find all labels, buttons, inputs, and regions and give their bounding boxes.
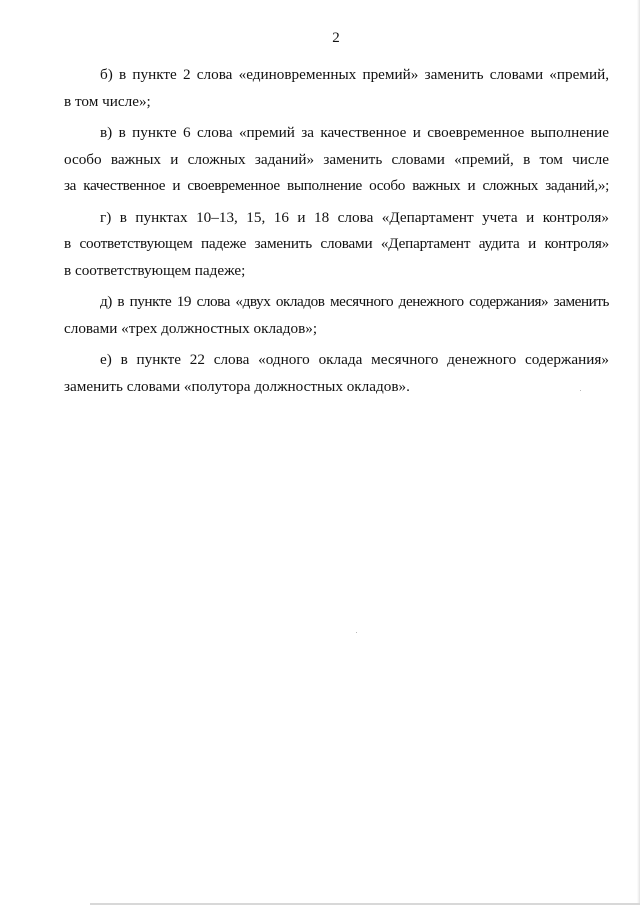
scan-speck xyxy=(580,390,581,391)
paragraph-e-line-1: е) в пункте 22 слова «одного оклада месячного денежного содержания» xyxy=(100,351,609,368)
paragraph-e-line-2: заменить словами «полутора должностных окладов». xyxy=(64,377,410,395)
page-number: 2 xyxy=(332,30,340,46)
paragraph-b xyxy=(64,62,609,115)
paragraph-v-line-3: за качественное и своевременное выполнение особо важных и сложных заданий,»; xyxy=(64,177,609,194)
paragraph-g xyxy=(64,205,609,285)
document-body xyxy=(64,62,609,400)
scan-speck xyxy=(356,632,357,633)
paragraph-b-line-2: в том числе»; xyxy=(64,92,151,110)
paragraph-e xyxy=(64,347,609,400)
paragraph-d xyxy=(64,289,609,342)
paragraph-v xyxy=(64,120,609,200)
paragraph-g-line-3: в соответствующем падеже; xyxy=(64,261,246,279)
paragraph-v-line-1: в) в пункте 6 слова «премий за качественное и своевременное выполнение xyxy=(100,124,609,141)
paragraph-g-line-1: г) в пунктах 10–13, 15, 16 и 18 слова «Департамент учета и контроля» xyxy=(100,208,609,226)
paragraph-d-line-1: д) в пункте 19 слова «двух окладов месячного денежного содержания» заменить xyxy=(100,293,609,310)
paragraph-g-line-2: в соответствующем падеже заменить словами «Департамент аудита и контроля» xyxy=(64,235,609,252)
paragraph-d-line-2: словами «трех должностных окладов»; xyxy=(64,319,318,337)
paragraph-v-line-2: особо важных и сложных заданий» заменить словами «премий, в том числе xyxy=(64,150,609,168)
paragraph-b-line-1: б) в пункте 2 слова «единовременных премий» заменить словами «премий, xyxy=(100,66,609,83)
